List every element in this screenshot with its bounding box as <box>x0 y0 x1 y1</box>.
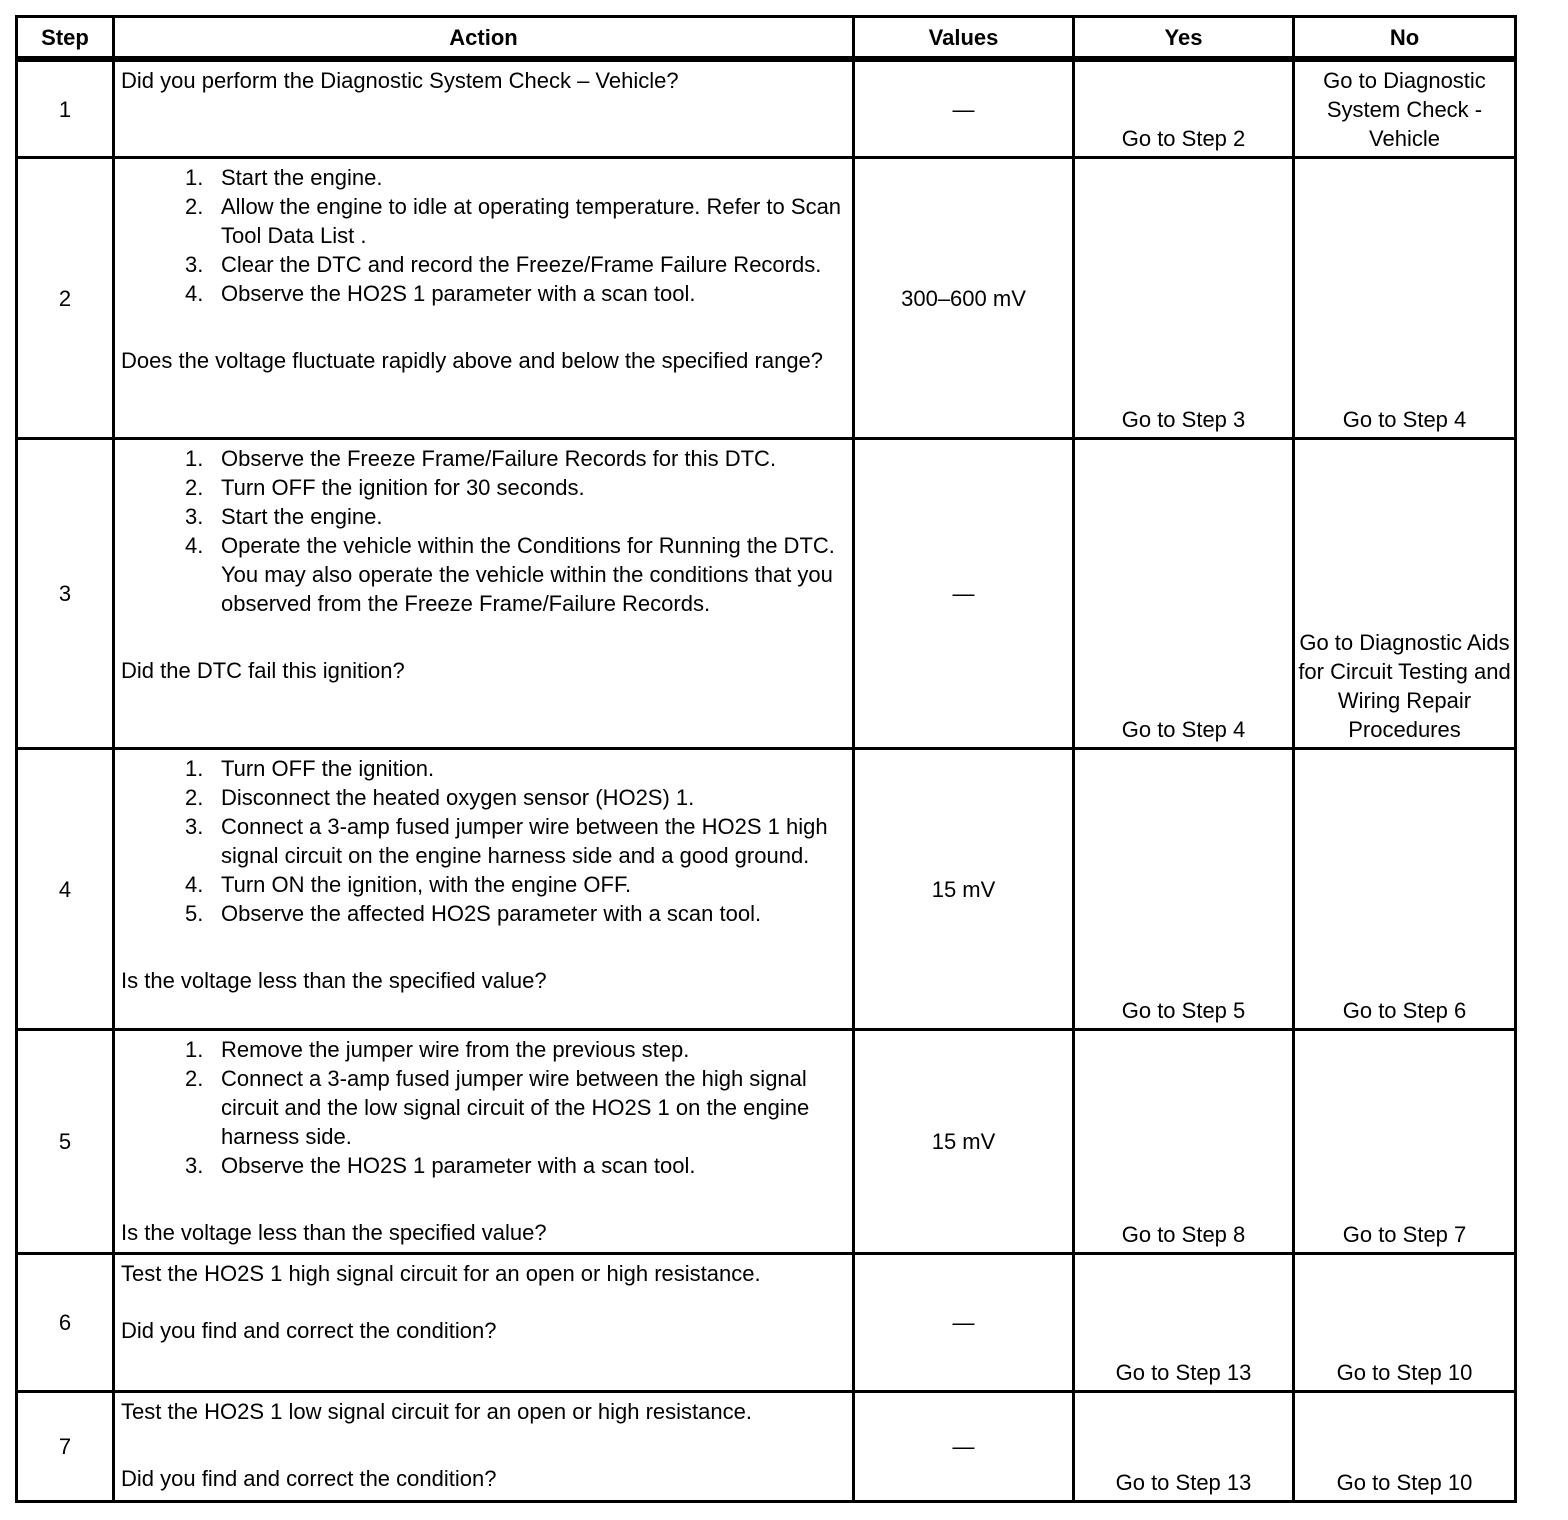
yes-outcome: Go to Step 8 <box>1075 1031 1295 1255</box>
no-outcome: Go to Step 10 <box>1295 1255 1517 1393</box>
action-intro: Test the HO2S 1 high signal circuit for an open or high resistance. <box>121 1261 761 1286</box>
list-item-number: 3. <box>185 252 204 277</box>
list-item <box>121 812 844 870</box>
list-item <box>121 279 844 308</box>
header-row <box>15 15 1517 59</box>
table-row <box>15 159 1517 440</box>
action-cell <box>115 159 855 440</box>
list-item-number: 4. <box>185 533 204 558</box>
list-item-text: Disconnect the heated oxygen sensor (HO2S) 1. <box>221 785 695 810</box>
list-item <box>121 899 844 928</box>
action-steps-list <box>121 754 844 928</box>
list-item-number: 3. <box>185 1153 204 1178</box>
action-question: Did you find and correct the condition? <box>121 1466 497 1491</box>
value-cell: 15 mV <box>855 750 1075 1031</box>
action-question: Did you find and correct the condition? <box>121 1318 497 1343</box>
step-number: 3 <box>15 440 115 750</box>
list-item <box>121 870 844 899</box>
list-item <box>121 531 844 618</box>
header-action: Action <box>115 15 855 59</box>
list-item-number: 2. <box>185 785 204 810</box>
diagnostic-table <box>15 15 1517 1503</box>
value-cell: — <box>855 1393 1075 1503</box>
list-item-text: Observe the Freeze Frame/Failure Records for this DTC. <box>221 446 777 471</box>
list-item-number: 1. <box>185 446 204 471</box>
action-question: Does the voltage fluctuate rapidly above and below the specified range? <box>121 348 824 373</box>
list-item <box>121 163 844 192</box>
value-cell: — <box>855 1255 1075 1393</box>
list-item-text: Turn OFF the ignition. <box>221 756 435 781</box>
list-item-text: Operate the vehicle within the Conditions for Running the DTC. You may also operate the vehicle within the conditions that you observed from the Freeze Frame/Failure Records. <box>221 533 835 616</box>
list-item <box>121 1035 844 1064</box>
table-row <box>15 59 1517 159</box>
list-item-text: Turn OFF the ignition for 30 seconds. <box>221 475 585 500</box>
value-cell: — <box>855 59 1075 159</box>
no-outcome: Go to Step 6 <box>1295 750 1517 1031</box>
list-item-number: 2. <box>185 1066 204 1091</box>
list-item-text: Connect a 3-amp fused jumper wire between the high signal circuit and the low signal circuit of the HO2S 1 on the engine harness side. <box>221 1066 810 1149</box>
yes-outcome: Go to Step 5 <box>1075 750 1295 1031</box>
action-cell <box>115 59 855 159</box>
list-item-number: 1. <box>185 1037 204 1062</box>
no-outcome: Go to Diagnostic System Check - Vehicle <box>1295 59 1517 159</box>
value-cell: — <box>855 440 1075 750</box>
list-item-text: Observe the affected HO2S parameter with a scan tool. <box>221 901 762 926</box>
list-item <box>121 1151 844 1180</box>
action-cell <box>115 440 855 750</box>
yes-outcome: Go to Step 13 <box>1075 1255 1295 1393</box>
action-cell <box>115 1393 855 1503</box>
action-question: Did the DTC fail this ignition? <box>121 658 405 683</box>
action-cell <box>115 1031 855 1255</box>
list-item-text: Connect a 3-amp fused jumper wire between the HO2S 1 high signal circuit on the engine harness side and a good ground. <box>221 814 828 868</box>
list-item-text: Start the engine. <box>221 504 383 529</box>
list-item-number: 4. <box>185 281 204 306</box>
action-cell <box>115 750 855 1031</box>
yes-outcome: Go to Step 4 <box>1075 440 1295 750</box>
list-item-text: Allow the engine to idle at operating temperature. Refer to Scan Tool Data List . <box>221 194 842 248</box>
list-item <box>121 783 844 812</box>
table-row <box>15 750 1517 1031</box>
list-item-number: 5. <box>185 901 204 926</box>
list-item-text: Turn ON the ignition, with the engine OFF. <box>221 872 632 897</box>
step-number: 6 <box>15 1255 115 1393</box>
value-cell: 15 mV <box>855 1031 1075 1255</box>
action-steps-list <box>121 1035 844 1180</box>
value-cell: 300–600 mV <box>855 159 1075 440</box>
list-item-text: Observe the HO2S 1 parameter with a scan tool. <box>221 281 696 306</box>
step-number: 1 <box>15 59 115 159</box>
action-question: Is the voltage less than the specified value? <box>121 968 547 993</box>
step-number: 5 <box>15 1031 115 1255</box>
action-question: Is the voltage less than the specified value? <box>121 1220 547 1245</box>
header-no: No <box>1295 15 1517 59</box>
header-yes: Yes <box>1075 15 1295 59</box>
list-item-text: Remove the jumper wire from the previous step. <box>221 1037 690 1062</box>
list-item <box>121 250 844 279</box>
list-item-number: 3. <box>185 504 204 529</box>
list-item-text: Start the engine. <box>221 165 383 190</box>
list-item-number: 4. <box>185 872 204 897</box>
table-row <box>15 1393 1517 1503</box>
list-item-text: Clear the DTC and record the Freeze/Frame Failure Records. <box>221 252 822 277</box>
action-steps-list <box>121 163 844 308</box>
table-row <box>15 1255 1517 1393</box>
yes-outcome: Go to Step 13 <box>1075 1393 1295 1503</box>
list-item <box>121 473 844 502</box>
step-number: 2 <box>15 159 115 440</box>
no-outcome: Go to Step 7 <box>1295 1031 1517 1255</box>
header-values: Values <box>855 15 1075 59</box>
no-outcome: Go to Diagnostic Aids for Circuit Testing and Wiring Repair Procedures <box>1295 440 1517 750</box>
table-row <box>15 440 1517 750</box>
list-item-text: Observe the HO2S 1 parameter with a scan tool. <box>221 1153 696 1178</box>
list-item <box>121 1064 844 1151</box>
step-number: 4 <box>15 750 115 1031</box>
list-item-number: 1. <box>185 756 204 781</box>
action-cell <box>115 1255 855 1393</box>
list-item-number: 1. <box>185 165 204 190</box>
action-intro: Test the HO2S 1 low signal circuit for an open or high resistance. <box>121 1399 752 1424</box>
header-step: Step <box>15 15 115 59</box>
list-item <box>121 444 844 473</box>
list-item-number: 2. <box>185 475 204 500</box>
list-item <box>121 754 844 783</box>
table-row <box>15 1031 1517 1255</box>
no-outcome: Go to Step 10 <box>1295 1393 1517 1503</box>
action-steps-list <box>121 444 844 618</box>
list-item <box>121 502 844 531</box>
list-item-number: 2. <box>185 194 204 219</box>
yes-outcome: Go to Step 3 <box>1075 159 1295 440</box>
list-item <box>121 192 844 250</box>
no-outcome: Go to Step 4 <box>1295 159 1517 440</box>
list-item-number: 3. <box>185 814 204 839</box>
step-number: 7 <box>15 1393 115 1503</box>
action-intro: Did you perform the Diagnostic System Check – Vehicle? <box>121 68 679 93</box>
yes-outcome: Go to Step 2 <box>1075 59 1295 159</box>
